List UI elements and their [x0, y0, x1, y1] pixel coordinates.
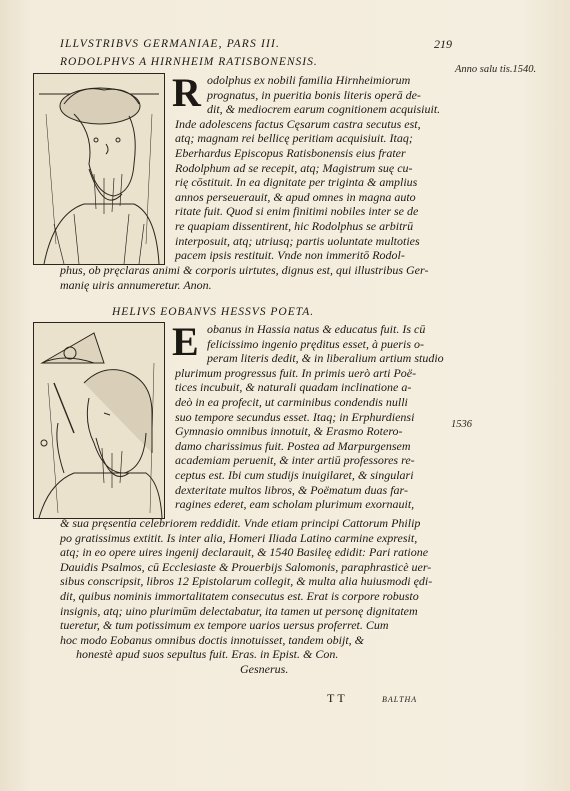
text-line: ragines ederet, eam scholam plurimum exornauit,: [175, 497, 415, 512]
text-line: manię uiris annumeretur. Anon.: [60, 277, 212, 292]
text-line: & sua pręsentia celebriorem reddidit. Vnde etiam principi Cattorum Philip: [60, 516, 421, 530]
biography-text-eobanus-beside: [175, 322, 444, 512]
text-line: felicissimo ingenio pręditus esset, à pueris o-: [207, 336, 424, 351]
text-line: pacem ipsis restituit. Vnde non immeritō Rodol-: [175, 248, 405, 263]
woodcut-portrait-eobanus: [33, 322, 165, 519]
drop-cap-e: E: [172, 319, 199, 364]
biography-text-rodolphus-beside: [175, 73, 440, 263]
text-line: prognatus, in pueritia bonis literis operā de-: [207, 87, 421, 102]
text-line: atq; magnam rei bellicę peritiam acquisiuit. Itaq;: [175, 131, 413, 146]
text-line: Gesnerus.: [240, 661, 289, 676]
text-line: suo tempore secundus esset. Itaq; in Erphurdiensi: [175, 409, 415, 424]
biography-text-rodolphus-full: [60, 263, 428, 292]
text-line: dit, quibus nominis immortalitatem consecutus est. Erat is corpore robusto: [60, 588, 419, 603]
margin-note-year: Anno salu tis.1540.: [455, 64, 537, 75]
text-line: damo charissimus fuit. Postea ad Marpurgensem: [175, 438, 411, 453]
text-line: sibus conscripsit, libros 12 Epistolarum collegit, & multa alia huiusmodi ędi-: [60, 574, 433, 589]
text-line: odolphus ex nobili familia Hirnheimiorum: [207, 73, 411, 87]
text-line: phus, ob pręclaras animi & corporis uirtutes, dignus est, qui illustribus Ger-: [60, 263, 429, 277]
section-heading-rodolphus: RODOLPHVS A HIRNHEIM RATISBONENSIS.: [60, 56, 318, 68]
woodcut-portrait-rodolphus: [33, 73, 165, 265]
margin-note-1536: 1536: [451, 419, 472, 430]
text-line: Dauidis Psalmos, cū Ecclesiaste & Prouerbijs Salomonis, paraphrasticè uer-: [60, 559, 432, 574]
running-head: ILLVSTRIBVS GERMANIAE, PARS III.: [60, 38, 281, 50]
text-line: plurimum progressus fuit. In primis uerò arti Poë-: [175, 365, 417, 380]
text-line: Eberhardus Episcopus Ratisbonensis eius frater: [175, 145, 406, 160]
catchword: BALTHA: [382, 695, 418, 704]
text-line: obanus in Hassia natus & educatus fuit. Is cū: [207, 322, 426, 336]
text-line: dexteritate multos libros, & Poëmatum duas far-: [175, 482, 408, 497]
text-line: interposuit, atq; utriusq; partis uoluntate multoties: [175, 233, 420, 248]
text-line: deò in ea profecit, ut carminibus condendis nulli: [175, 394, 408, 409]
signature-mark: TT: [327, 691, 348, 705]
text-line: tices incubuit, & naturali quadam inclinatione a-: [175, 380, 412, 395]
text-line: rię cōstituit. In ea dignitate per triginta & amplius: [175, 175, 418, 190]
text-line: po gratissimus extitit. Is inter alia, Homeri Iliada Latino carmine expresit,: [60, 530, 418, 545]
page-number: 219: [434, 37, 452, 51]
text-line: tueretur, & tum potissimum ex tempore uarios uersus proferret. Cum: [60, 618, 389, 633]
text-line: Rodolphum ad se recepit, atq; Magistrum suę cu-: [175, 160, 413, 175]
text-line: re quapiam dissentirent, hic Rodolphus se arbitrū: [175, 218, 414, 233]
biography-text-eobanus-full: [60, 516, 432, 677]
section-heading-eobanus: HELIVS EOBANVS HESSVS POETA.: [112, 306, 315, 318]
text-line: ceptus est. Ibi cum studijs inuigilaret, & singulari: [175, 467, 414, 482]
text-line: ritate fuit. Quod si enim finitimi nobiles inter se de: [175, 204, 419, 219]
text-line: peram literis dedit, & in liberalium artium studio: [207, 351, 444, 366]
text-line: Gymnasio omnibus innotuit, & Erasmo Rotero-: [175, 424, 403, 439]
text-line: atq; in eo opere uires ingenij declarauit, & 1540 Basileę edidit: Pari ratione: [60, 545, 429, 560]
text-line: academiam peruenit, & inter artiū professores re-: [175, 453, 415, 468]
text-line: dit, & mediocrem earum cognitionem acquisiuit.: [207, 102, 441, 117]
text-line: Inde adolescens factus Cęsarum castra secutus est,: [175, 116, 421, 131]
text-line: annos perseuerauit, & apud omnes in magna auto: [175, 189, 416, 204]
text-line: insignis, atq; uino plurimūm delectabatur, ita tamen ut personę dignitatem: [60, 603, 418, 618]
text-line: honestè apud suos sepultus fuit. Eras. in Epist. & Con.: [76, 647, 339, 662]
drop-cap-r: R: [172, 70, 201, 115]
text-line: hoc modo Eobanus omnibus doctis innotuisset, tandem obijt, &: [60, 632, 364, 647]
